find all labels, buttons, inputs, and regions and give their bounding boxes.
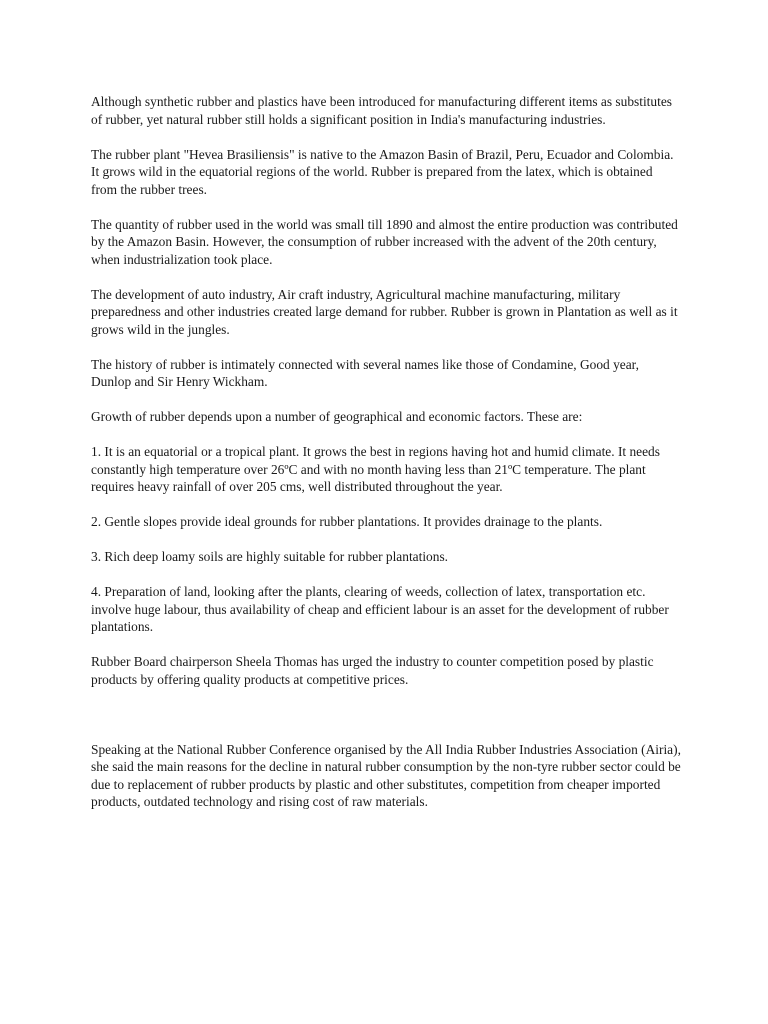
- paragraph-hevea: The rubber plant "Hevea Brasiliensis" is native to the Amazon Basin of Brazil, Peru, Ecuador and Colombia. It grows wild in the equatorial regions of the world. Rubber is prepared from the latex, which is obtained from the rubber trees.: [91, 146, 674, 197]
- list-item-climate: 1. It is an equatorial or a tropical plant. It grows the best in regions having hot and humid climate. It needs constantly high temperature over 26ºC and with no month having less than 21ºC temperature. The plant requires heavy rainfall of over 205 cms, well distributed throughout the year.: [91, 444, 660, 494]
- paragraph-rubber-board: Rubber Board chairperson Sheela Thomas has urged the industry to counter competition posed by plastic products by offering quality products at competitive prices.: [91, 654, 654, 687]
- paragraph-quantity: The quantity of rubber used in the world was small till 1890 and almost the entire production was contributed by the Amazon Basin. However, the consumption of rubber increased with the advent of the 20th century, when industrialization took place.: [91, 216, 678, 267]
- paragraph-development: The development of auto industry, Air craft industry, Agricultural machine manufacturing, military preparedness and other industries created large demand for rubber. Rubber is grown in Plantation as well as it grows wild in the jungles.: [91, 286, 678, 337]
- list-item-slopes: 2. Gentle slopes provide ideal grounds for rubber plantations. It provides drainage to the plants.: [91, 514, 603, 529]
- list-item-soils: 3. Rich deep loamy soils are highly suitable for rubber plantations.: [91, 549, 449, 564]
- paragraph-growth-factors: Growth of rubber depends upon a number of geographical and economic factors. These are:: [91, 409, 583, 424]
- list-item-labour: 4. Preparation of land, looking after the plants, clearing of weeds, collection of latex, transportation etc. involve huge labour, thus availability of cheap and efficient labour is an asset for the development of rubber plantations.: [91, 584, 669, 634]
- paragraph-intro: Although synthetic rubber and plastics have been introduced for manufacturing different items as substitutes of rubber, yet natural rubber still holds a significant position in India's manufacturing industries.: [91, 94, 672, 127]
- paragraph-history: The history of rubber is intimately connected with several names like those of Condamine, Good year, Dunlop and Sir Henry Wickham.: [91, 356, 639, 389]
- paragraph-conference: Speaking at the National Rubber Conference organised by the All India Rubber Industries Association (Airia), she said the main reasons for the decline in natural rubber consumption by the non-tyre rubber sector could be due to replacement of rubber products by plastic and other substitutes, competition from cheaper imported products, outdated technology and rising cost of raw materials.: [91, 741, 681, 809]
- blank-spacer: [91, 706, 681, 741]
- document-body: [91, 93, 681, 828]
